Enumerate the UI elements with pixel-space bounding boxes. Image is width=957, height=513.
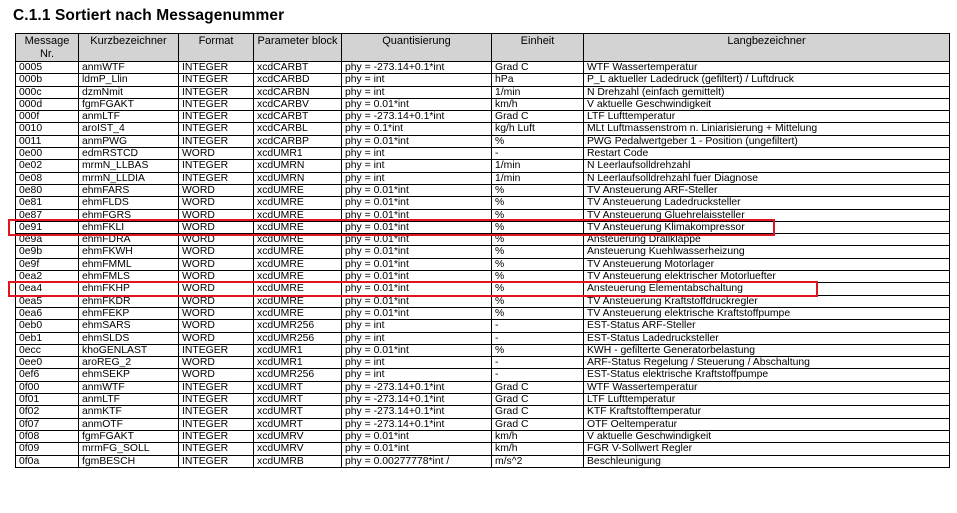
table-row <box>16 258 950 270</box>
cell-parameter-block: xcdUMRE <box>254 246 342 258</box>
cell-quantisierung: phy = -273.14+0.1*int <box>342 381 492 393</box>
cell-message-nr: 0ea4 <box>16 283 79 295</box>
table-row <box>16 234 950 246</box>
table-row <box>16 369 950 381</box>
cell-parameter-block: xcdUMRV <box>254 430 342 442</box>
cell-quantisierung: phy = 0.01*int <box>342 271 492 283</box>
header-kurzbezeichner: Kurzbezeichner <box>79 34 179 62</box>
cell-quantisierung: phy = 0.01*int <box>342 135 492 147</box>
table-row <box>16 221 950 233</box>
cell-message-nr: 0e91 <box>16 221 79 233</box>
cell-langbezeichner: ARF-Status Regelung / Steuerung / Abschaltung <box>584 357 950 369</box>
cell-format: INTEGER <box>179 430 254 442</box>
cell-einheit: % <box>492 184 584 196</box>
cell-parameter-block: xcdCARBD <box>254 74 342 86</box>
cell-parameter-block: xcdCARBP <box>254 135 342 147</box>
cell-message-nr: 0f01 <box>16 394 79 406</box>
cell-kurzbezeichner: ehmFKWH <box>79 246 179 258</box>
cell-langbezeichner: P_L aktueller Ladedruck (gefiltert) / Luftdruck <box>584 74 950 86</box>
cell-kurzbezeichner: ehmFKDR <box>79 295 179 307</box>
cell-parameter-block: xcdCARBV <box>254 98 342 110</box>
cell-format: INTEGER <box>179 443 254 455</box>
cell-langbezeichner: Ansteuerung Elementabschaltung <box>584 283 950 295</box>
cell-parameter-block: xcdUMRE <box>254 271 342 283</box>
cell-kurzbezeichner: anmLTF <box>79 111 179 123</box>
header-langbezeichner: Langbezeichner <box>584 34 950 62</box>
cell-parameter-block: xcdUMRE <box>254 221 342 233</box>
cell-einheit: - <box>492 320 584 332</box>
table-row <box>16 74 950 86</box>
cell-einheit: Grad C <box>492 406 584 418</box>
cell-format: WORD <box>179 234 254 246</box>
cell-kurzbezeichner: ehmFGRS <box>79 209 179 221</box>
cell-einheit: % <box>492 283 584 295</box>
cell-langbezeichner: EST-Status ARF-Steller <box>584 320 950 332</box>
table-row <box>16 98 950 110</box>
section-title: C.1.1 Sortiert nach Messagenummer <box>13 7 285 24</box>
cell-message-nr: 000d <box>16 98 79 110</box>
cell-parameter-block: xcdUMRE <box>254 234 342 246</box>
cell-einheit: km/h <box>492 430 584 442</box>
cell-parameter-block: xcdUMR1 <box>254 148 342 160</box>
cell-parameter-block: xcdUMRE <box>254 258 342 270</box>
cell-format: WORD <box>179 184 254 196</box>
cell-kurzbezeichner: ehmSARS <box>79 320 179 332</box>
cell-quantisierung: phy = 0.01*int <box>342 197 492 209</box>
cell-format: INTEGER <box>179 86 254 98</box>
cell-kurzbezeichner: mrmFG_SOLL <box>79 443 179 455</box>
cell-format: WORD <box>179 209 254 221</box>
cell-format: WORD <box>179 307 254 319</box>
cell-quantisierung: phy = 0.00277778*int / <box>342 455 492 467</box>
cell-quantisierung: phy = -273.14+0.1*int <box>342 111 492 123</box>
cell-langbezeichner: FGR V-Sollwert Regler <box>584 443 950 455</box>
cell-parameter-block: xcdUMR1 <box>254 344 342 356</box>
table-row <box>16 283 950 295</box>
cell-message-nr: 0005 <box>16 62 79 74</box>
cell-langbezeichner: N Leerlaufsolldrehzahl <box>584 160 950 172</box>
cell-einheit: m/s^2 <box>492 455 584 467</box>
cell-langbezeichner: TV Ansteuerung Kraftstoffdruckregler <box>584 295 950 307</box>
cell-langbezeichner: N Leerlaufsolldrehzahl fuer Diagnose <box>584 172 950 184</box>
cell-format: WORD <box>179 357 254 369</box>
cell-einheit: 1/min <box>492 172 584 184</box>
cell-einheit: hPa <box>492 74 584 86</box>
cell-kurzbezeichner: anmOTF <box>79 418 179 430</box>
cell-kurzbezeichner: ehmFKHP <box>79 283 179 295</box>
cell-format: INTEGER <box>179 98 254 110</box>
cell-quantisierung: phy = -273.14+0.1*int <box>342 406 492 418</box>
cell-langbezeichner: WTF Wassertemperatur <box>584 62 950 74</box>
message-table <box>15 33 950 468</box>
cell-quantisierung: phy = int <box>342 357 492 369</box>
cell-quantisierung: phy = 0.01*int <box>342 98 492 110</box>
cell-quantisierung: phy = 0.01*int <box>342 234 492 246</box>
cell-langbezeichner: TV Ansteuerung elektrische Kraftstoffpumpe <box>584 307 950 319</box>
cell-langbezeichner: EST-Status Ladedrucksteller <box>584 332 950 344</box>
cell-kurzbezeichner: ehmFMML <box>79 258 179 270</box>
cell-message-nr: 0e81 <box>16 197 79 209</box>
cell-langbezeichner: KTF Kraftstofftemperatur <box>584 406 950 418</box>
cell-parameter-block: xcdUMRE <box>254 295 342 307</box>
cell-langbezeichner: TV Ansteuerung Gluehrelaissteller <box>584 209 950 221</box>
cell-kurzbezeichner: anmWTF <box>79 62 179 74</box>
table-row <box>16 332 950 344</box>
cell-kurzbezeichner: ehmSLDS <box>79 332 179 344</box>
cell-parameter-block: xcdCARBT <box>254 62 342 74</box>
cell-quantisierung: phy = 0.01*int <box>342 184 492 196</box>
cell-quantisierung: phy = 0.01*int <box>342 209 492 221</box>
cell-parameter-block: xcdUMRE <box>254 283 342 295</box>
cell-langbezeichner: LTF Lufttemperatur <box>584 111 950 123</box>
cell-einheit: % <box>492 234 584 246</box>
cell-message-nr: 0ee0 <box>16 357 79 369</box>
cell-langbezeichner: Beschleunigung <box>584 455 950 467</box>
header-parameter-block: Parameter block <box>254 34 342 62</box>
cell-quantisierung: phy = 0.1*int <box>342 123 492 135</box>
table-row <box>16 62 950 74</box>
cell-parameter-block: xcdUMRT <box>254 381 342 393</box>
cell-message-nr: 0ea5 <box>16 295 79 307</box>
cell-parameter-block: xcdUMRN <box>254 160 342 172</box>
cell-kurzbezeichner: dzmNmit <box>79 86 179 98</box>
cell-kurzbezeichner: ehmSEKP <box>79 369 179 381</box>
cell-message-nr: 0f07 <box>16 418 79 430</box>
cell-einheit: Grad C <box>492 111 584 123</box>
cell-message-nr: 0eb1 <box>16 332 79 344</box>
cell-message-nr: 0e9f <box>16 258 79 270</box>
table-row <box>16 394 950 406</box>
cell-parameter-block: xcdUMRT <box>254 418 342 430</box>
table-row <box>16 430 950 442</box>
cell-quantisierung: phy = 0.01*int <box>342 443 492 455</box>
cell-einheit: Grad C <box>492 418 584 430</box>
cell-kurzbezeichner: mrmN_LLDIA <box>79 172 179 184</box>
cell-format: INTEGER <box>179 418 254 430</box>
cell-parameter-block: xcdUMR256 <box>254 369 342 381</box>
cell-format: INTEGER <box>179 62 254 74</box>
cell-message-nr: 0e08 <box>16 172 79 184</box>
cell-parameter-block: xcdCARBN <box>254 86 342 98</box>
cell-quantisierung: phy = -273.14+0.1*int <box>342 394 492 406</box>
cell-quantisierung: phy = 0.01*int <box>342 344 492 356</box>
cell-langbezeichner: WTF Wassertemperatur <box>584 381 950 393</box>
cell-quantisierung: phy = int <box>342 148 492 160</box>
cell-kurzbezeichner: khoGENLAST <box>79 344 179 356</box>
cell-message-nr: 000b <box>16 74 79 86</box>
cell-einheit: - <box>492 357 584 369</box>
cell-format: INTEGER <box>179 172 254 184</box>
cell-parameter-block: xcdUMRE <box>254 307 342 319</box>
cell-langbezeichner: Ansteuerung Kuehlwasserheizung <box>584 246 950 258</box>
cell-quantisierung: phy = 0.01*int <box>342 430 492 442</box>
table-header-row <box>16 34 950 62</box>
header-einheit: Einheit <box>492 34 584 62</box>
cell-einheit: % <box>492 246 584 258</box>
cell-format: WORD <box>179 283 254 295</box>
table-row <box>16 381 950 393</box>
cell-format: WORD <box>179 197 254 209</box>
cell-message-nr: 0011 <box>16 135 79 147</box>
cell-einheit: Grad C <box>492 394 584 406</box>
cell-einheit: Grad C <box>492 381 584 393</box>
cell-einheit: 1/min <box>492 160 584 172</box>
cell-format: INTEGER <box>179 381 254 393</box>
cell-parameter-block: xcdCARBT <box>254 111 342 123</box>
header-format: Format <box>179 34 254 62</box>
cell-quantisierung: phy = -273.14+0.1*int <box>342 418 492 430</box>
table-row <box>16 148 950 160</box>
cell-quantisierung: phy = int <box>342 320 492 332</box>
cell-format: WORD <box>179 369 254 381</box>
cell-message-nr: 0e80 <box>16 184 79 196</box>
cell-einheit: % <box>492 271 584 283</box>
table-row <box>16 406 950 418</box>
cell-kurzbezeichner: anmKTF <box>79 406 179 418</box>
cell-quantisierung: phy = 0.01*int <box>342 283 492 295</box>
cell-kurzbezeichner: fgmFGAKT <box>79 98 179 110</box>
cell-format: INTEGER <box>179 406 254 418</box>
cell-langbezeichner: Ansteuerung Drallklappe <box>584 234 950 246</box>
table-row <box>16 135 950 147</box>
cell-kurzbezeichner: mrmN_LLBAS <box>79 160 179 172</box>
cell-einheit: - <box>492 369 584 381</box>
cell-einheit: - <box>492 332 584 344</box>
cell-format: WORD <box>179 320 254 332</box>
cell-quantisierung: phy = int <box>342 86 492 98</box>
cell-message-nr: 0f00 <box>16 381 79 393</box>
cell-kurzbezeichner: aroIST_4 <box>79 123 179 135</box>
cell-langbezeichner: V aktuelle Geschwindigkeit <box>584 430 950 442</box>
cell-message-nr: 0f0a <box>16 455 79 467</box>
cell-parameter-block: xcdUMRT <box>254 394 342 406</box>
cell-message-nr: 000c <box>16 86 79 98</box>
cell-kurzbezeichner: anmLTF <box>79 394 179 406</box>
cell-message-nr: 0ef6 <box>16 369 79 381</box>
cell-message-nr: 0ecc <box>16 344 79 356</box>
cell-format: WORD <box>179 271 254 283</box>
cell-format: WORD <box>179 221 254 233</box>
cell-quantisierung: phy = 0.01*int <box>342 258 492 270</box>
cell-format: INTEGER <box>179 111 254 123</box>
cell-kurzbezeichner: anmPWG <box>79 135 179 147</box>
table-row <box>16 172 950 184</box>
cell-langbezeichner: OTF Oeltemperatur <box>584 418 950 430</box>
cell-kurzbezeichner: ehmFLDS <box>79 197 179 209</box>
header-quantisierung: Quantisierung <box>342 34 492 62</box>
cell-einheit: km/h <box>492 443 584 455</box>
cell-kurzbezeichner: ehmFARS <box>79 184 179 196</box>
cell-parameter-block: xcdUMRE <box>254 197 342 209</box>
cell-message-nr: 0ea6 <box>16 307 79 319</box>
cell-kurzbezeichner: edmRSTCD <box>79 148 179 160</box>
cell-message-nr: 0e87 <box>16 209 79 221</box>
cell-kurzbezeichner: fgmFGAKT <box>79 430 179 442</box>
table-row <box>16 123 950 135</box>
cell-parameter-block: xcdUMRV <box>254 443 342 455</box>
cell-quantisierung: phy = 0.01*int <box>342 307 492 319</box>
table-row <box>16 160 950 172</box>
table-row <box>16 111 950 123</box>
cell-langbezeichner: Restart Code <box>584 148 950 160</box>
cell-parameter-block: xcdUMRE <box>254 184 342 196</box>
cell-format: INTEGER <box>179 160 254 172</box>
table-row <box>16 197 950 209</box>
cell-quantisierung: phy = 0.01*int <box>342 246 492 258</box>
table-row <box>16 443 950 455</box>
cell-langbezeichner: TV Ansteuerung Motorlager <box>584 258 950 270</box>
table-row <box>16 209 950 221</box>
cell-parameter-block: xcdUMRT <box>254 406 342 418</box>
cell-parameter-block: xcdUMR256 <box>254 332 342 344</box>
cell-kurzbezeichner: ehmFKLI <box>79 221 179 233</box>
cell-format: WORD <box>179 332 254 344</box>
cell-parameter-block: xcdUMRE <box>254 209 342 221</box>
cell-einheit: % <box>492 209 584 221</box>
cell-quantisierung: phy = int <box>342 74 492 86</box>
cell-quantisierung: phy = 0.01*int <box>342 295 492 307</box>
cell-message-nr: 0eb0 <box>16 320 79 332</box>
table-row <box>16 307 950 319</box>
cell-parameter-block: xcdUMR1 <box>254 357 342 369</box>
table-row <box>16 184 950 196</box>
cell-quantisierung: phy = int <box>342 332 492 344</box>
cell-einheit: - <box>492 148 584 160</box>
cell-kurzbezeichner: ehmFDRA <box>79 234 179 246</box>
cell-format: WORD <box>179 258 254 270</box>
cell-langbezeichner: MLt Luftmassenstrom n. Liniarisierung + Mittelung <box>584 123 950 135</box>
cell-langbezeichner: KWH - gefilterte Generatorbelastung <box>584 344 950 356</box>
cell-quantisierung: phy = int <box>342 172 492 184</box>
cell-message-nr: 0010 <box>16 123 79 135</box>
cell-format: INTEGER <box>179 123 254 135</box>
cell-einheit: % <box>492 344 584 356</box>
cell-kurzbezeichner: ehmFEKP <box>79 307 179 319</box>
cell-einheit: kg/h Luft <box>492 123 584 135</box>
cell-quantisierung: phy = int <box>342 160 492 172</box>
cell-message-nr: 0e00 <box>16 148 79 160</box>
cell-parameter-block: xcdUMRB <box>254 455 342 467</box>
cell-einheit: % <box>492 258 584 270</box>
cell-einheit: km/h <box>492 98 584 110</box>
table-row <box>16 246 950 258</box>
cell-message-nr: 0e9b <box>16 246 79 258</box>
cell-langbezeichner: V aktuelle Geschwindigkeit <box>584 98 950 110</box>
header-message-nr: Message Nr. <box>16 34 79 62</box>
cell-kurzbezeichner: ehmFMLS <box>79 271 179 283</box>
cell-einheit: Grad C <box>492 62 584 74</box>
cell-quantisierung: phy = -273.14+0.1*int <box>342 62 492 74</box>
cell-langbezeichner: TV Ansteuerung elektrischer Motorluefter <box>584 271 950 283</box>
cell-einheit: % <box>492 221 584 233</box>
cell-einheit: % <box>492 135 584 147</box>
cell-message-nr: 0e02 <box>16 160 79 172</box>
table-row <box>16 455 950 467</box>
cell-einheit: 1/min <box>492 86 584 98</box>
cell-einheit: % <box>492 307 584 319</box>
cell-message-nr: 0e9a <box>16 234 79 246</box>
cell-message-nr: 000f <box>16 111 79 123</box>
cell-langbezeichner: LTF Lufttemperatur <box>584 394 950 406</box>
cell-einheit: % <box>492 197 584 209</box>
table-row <box>16 86 950 98</box>
cell-parameter-block: xcdUMRN <box>254 172 342 184</box>
table-row <box>16 320 950 332</box>
cell-langbezeichner: PWG Pedalwertgeber 1 - Position (ungefiltert) <box>584 135 950 147</box>
cell-langbezeichner: N Drehzahl (einfach gemittelt) <box>584 86 950 98</box>
cell-quantisierung: phy = 0.01*int <box>342 221 492 233</box>
cell-message-nr: 0f09 <box>16 443 79 455</box>
table-row <box>16 295 950 307</box>
cell-kurzbezeichner: ldmP_Llin <box>79 74 179 86</box>
cell-einheit: % <box>492 295 584 307</box>
cell-langbezeichner: TV Ansteuerung Ladedrucksteller <box>584 197 950 209</box>
cell-kurzbezeichner: anmWTF <box>79 381 179 393</box>
cell-format: INTEGER <box>179 135 254 147</box>
cell-format: INTEGER <box>179 394 254 406</box>
cell-message-nr: 0f02 <box>16 406 79 418</box>
table-row <box>16 271 950 283</box>
cell-parameter-block: xcdCARBL <box>254 123 342 135</box>
cell-format: INTEGER <box>179 455 254 467</box>
table-body <box>16 62 950 468</box>
cell-langbezeichner: TV Ansteuerung ARF-Steller <box>584 184 950 196</box>
cell-parameter-block: xcdUMR256 <box>254 320 342 332</box>
cell-format: INTEGER <box>179 74 254 86</box>
cell-message-nr: 0ea2 <box>16 271 79 283</box>
cell-quantisierung: phy = int <box>342 369 492 381</box>
cell-kurzbezeichner: aroREG_2 <box>79 357 179 369</box>
cell-format: WORD <box>179 295 254 307</box>
table-row <box>16 418 950 430</box>
cell-kurzbezeichner: fgmBESCH <box>79 455 179 467</box>
cell-format: INTEGER <box>179 344 254 356</box>
cell-format: WORD <box>179 148 254 160</box>
cell-format: WORD <box>179 246 254 258</box>
table-row <box>16 344 950 356</box>
table-row <box>16 357 950 369</box>
cell-message-nr: 0f08 <box>16 430 79 442</box>
cell-langbezeichner: EST-Status elektrische Kraftstoffpumpe <box>584 369 950 381</box>
cell-langbezeichner: TV Ansteuerung Klimakompressor <box>584 221 950 233</box>
